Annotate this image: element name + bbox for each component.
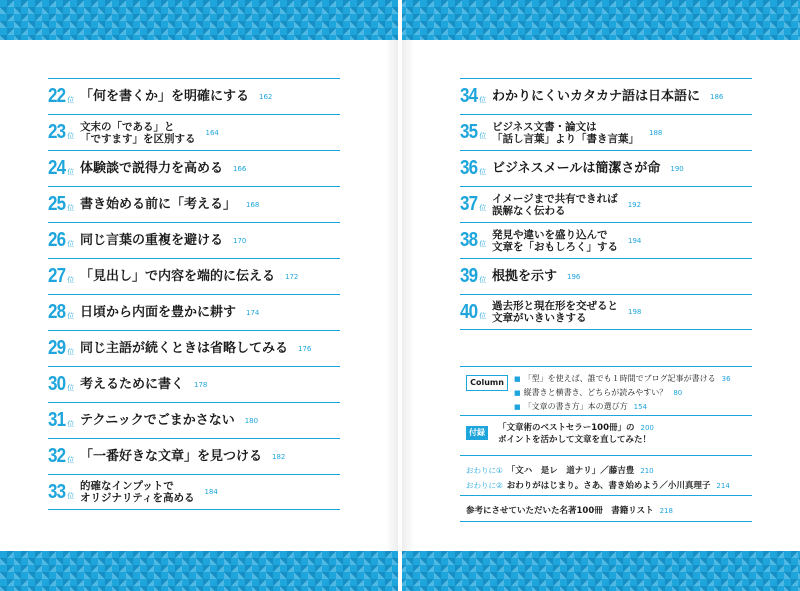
entry-title-line: テクニックでごまかさない [80, 413, 235, 428]
page-number: 196 [567, 272, 581, 281]
rank-number: 37 [460, 193, 478, 215]
rank-number: 31 [48, 409, 66, 431]
page-number: 188 [649, 128, 663, 137]
entry-title-line: 「一番好きな文章」を見つける [80, 449, 263, 464]
ending-title: 「文ハ 是レ 道ナリ」／藤吉豊 [506, 466, 635, 476]
rank-suffix: 位 [479, 132, 487, 140]
ending-title: おわりがはじまり。さあ、書き始めよう／小川真理子 [506, 481, 711, 491]
rank-label [460, 85, 490, 108]
column-item[interactable] [514, 387, 682, 398]
page-number: 192 [627, 200, 642, 209]
toc-entry[interactable] [48, 438, 340, 474]
rank-label [460, 121, 490, 144]
rank-label [460, 229, 490, 252]
rank-suffix: 位 [67, 240, 75, 248]
rank-suffix: 位 [67, 132, 75, 140]
entry-title [490, 121, 639, 145]
rank-label [48, 445, 78, 468]
rank-number: 27 [48, 265, 66, 287]
entry-title-line: 根拠を示す [492, 269, 558, 284]
page-number: 168 [246, 200, 260, 209]
left-ranking-list [48, 78, 340, 510]
toc-entry[interactable] [48, 222, 340, 258]
endings-section [460, 458, 752, 496]
page-number: 172 [285, 272, 299, 281]
rank-number: 38 [460, 229, 478, 251]
ending-label: おわりに② [466, 481, 503, 490]
entry-title-line: 文章がいきいきする [492, 312, 587, 324]
ending-item[interactable] [466, 479, 730, 491]
rank-label [48, 373, 78, 396]
appendix-badge: 付録 [466, 426, 488, 440]
rank-suffix: 位 [67, 96, 75, 104]
entry-title-line: ビジネス文書・論文は [492, 120, 597, 133]
toc-entry[interactable] [48, 402, 340, 438]
entry-title [78, 233, 223, 248]
page-number: 182 [272, 452, 286, 461]
page-number: 80 [673, 389, 683, 397]
column-item-text: 「文章の書き方」本の選び方 [523, 402, 628, 411]
square-bullet-icon: ■ [514, 389, 521, 397]
toc-entry[interactable] [460, 114, 752, 150]
entry-title-line: 日頃から内面を豊かに耕す [80, 305, 237, 320]
page-number: 36 [721, 375, 731, 383]
entry-title-line: 「ですます」を区別する [80, 132, 196, 145]
rank-label [460, 157, 490, 180]
references-title [466, 504, 673, 516]
rank-label [48, 121, 78, 144]
toc-entry[interactable] [460, 78, 752, 114]
entry-title [490, 161, 660, 176]
rank-label [460, 193, 490, 216]
page-number: 200 [640, 424, 654, 432]
rank-suffix: 位 [67, 456, 75, 464]
rank-number: 29 [48, 337, 66, 359]
page-number: 162 [259, 92, 273, 101]
entry-title [78, 89, 249, 104]
toc-entry[interactable] [48, 474, 340, 510]
page-number: 164 [205, 128, 219, 137]
rank-suffix: 位 [479, 204, 487, 212]
rank-label [460, 265, 490, 288]
rank-label [48, 193, 78, 216]
entry-title-line: 文末の「である」と [80, 120, 175, 133]
column-badge: Column [466, 375, 508, 391]
rank-suffix: 位 [67, 276, 75, 284]
rank-label [48, 301, 78, 324]
entry-title-line: オリジナリティを高める [80, 492, 195, 504]
column-item[interactable] [514, 373, 731, 384]
rank-label [48, 157, 78, 180]
references-section[interactable] [460, 498, 752, 522]
toc-entry[interactable] [460, 186, 752, 222]
rank-suffix: 位 [479, 240, 487, 248]
page-number: 154 [633, 403, 647, 411]
rank-label [48, 85, 78, 108]
rank-suffix: 位 [67, 204, 75, 212]
page-number: 166 [233, 164, 247, 173]
rank-number: 22 [48, 85, 66, 107]
rank-suffix: 位 [479, 276, 487, 284]
entry-title-line: 同じ言葉の重複を避ける [80, 233, 224, 248]
entry-title-line: 考えるために書く [80, 377, 185, 392]
appendix-title [498, 422, 654, 446]
rank-label [48, 409, 78, 432]
entry-title-line: 発見や違いを盛り込んで [492, 228, 608, 241]
page-number: 198 [628, 308, 642, 316]
rank-label [48, 481, 78, 504]
rank-number: 30 [48, 373, 66, 395]
toc-entry[interactable] [48, 186, 340, 222]
rank-number: 26 [48, 229, 66, 251]
toc-entry[interactable] [460, 258, 752, 294]
toc-entry[interactable] [48, 78, 340, 114]
references-text: 参考にさせていただいた名著100冊 書籍リスト [466, 506, 654, 516]
entry-title-line: ビジネスメールは簡潔さが命 [492, 161, 661, 176]
toc-entry[interactable] [48, 114, 340, 150]
square-bullet-icon: ■ [514, 403, 521, 411]
rank-suffix: 位 [479, 96, 487, 104]
page-number: 190 [670, 164, 684, 173]
entry-title [490, 300, 618, 324]
rank-number: 23 [48, 121, 66, 143]
ending-item[interactable] [466, 464, 654, 476]
rank-number: 35 [460, 121, 478, 143]
rank-suffix: 位 [67, 420, 75, 428]
page-number: 214 [716, 482, 730, 490]
toc-entry[interactable] [48, 330, 340, 366]
right-ranking-list [460, 78, 752, 330]
appendix-line-1: 「文章術のベストセラー100冊」の [498, 423, 635, 433]
entry-title-line: 的確なインプットで [80, 480, 174, 492]
rank-suffix: 位 [67, 168, 75, 176]
page-number: 170 [233, 236, 247, 245]
rank-number: 24 [48, 157, 66, 179]
page-number: 180 [244, 416, 259, 425]
column-section [460, 366, 752, 416]
rank-suffix: 位 [479, 311, 487, 320]
page-number: 194 [628, 236, 642, 245]
entry-title-line: わかりにくいカタカナ語は日本語に [492, 89, 701, 104]
toc-entry[interactable] [460, 222, 752, 258]
toc-entry[interactable] [48, 294, 340, 330]
ending-label: おわりに① [466, 466, 503, 475]
rank-label [460, 301, 490, 324]
rank-number: 28 [48, 301, 66, 323]
entry-title [78, 449, 262, 464]
page-number: 186 [710, 92, 724, 101]
rank-number: 39 [460, 265, 478, 287]
entry-title [490, 229, 618, 253]
entry-title [78, 341, 288, 356]
rank-label [48, 265, 78, 288]
rank-label [48, 337, 78, 360]
page-number: 184 [204, 488, 218, 496]
entry-title [490, 193, 618, 217]
entry-title [490, 89, 700, 104]
rank-number: 25 [48, 193, 66, 215]
rank-suffix: 位 [67, 491, 75, 500]
rank-number: 40 [460, 300, 478, 323]
entry-title [78, 269, 275, 284]
column-item[interactable] [514, 401, 647, 412]
entry-title [490, 269, 557, 284]
page-number: 176 [298, 344, 312, 353]
page-number: 218 [659, 507, 673, 515]
toc-entry[interactable] [48, 258, 340, 294]
entry-title-line: 過去形と現在形を交ぜると [492, 300, 618, 312]
rank-suffix: 位 [67, 312, 75, 320]
entry-title [78, 121, 196, 145]
entry-title-line: 誤解なく伝わる [492, 204, 566, 217]
right-page-shade [402, 40, 414, 551]
page-number: 178 [194, 380, 208, 389]
column-item-text: 縦書きと横書き、どちらが読みやすい？ [523, 388, 668, 397]
square-bullet-icon: ■ [514, 375, 521, 383]
entry-title-line: 「話し言葉」より「書き言葉」 [492, 132, 639, 145]
left-page-shade [386, 40, 398, 551]
entry-title [78, 480, 194, 504]
entry-title-line: イメージまで共有できれば [492, 192, 618, 205]
entry-title [78, 413, 235, 428]
entry-title-line: 書き始める前に「考える」 [80, 197, 237, 212]
toc-entry[interactable] [460, 294, 752, 330]
entry-title [78, 377, 184, 392]
rank-number: 33 [48, 480, 66, 503]
toc-entry[interactable] [48, 150, 340, 186]
entry-title-line: 「何を書くか」を明確にする [80, 89, 250, 104]
entry-title-line: 体験談で説得力を高める [80, 161, 224, 176]
rank-number: 34 [460, 85, 478, 107]
rank-suffix: 位 [67, 348, 75, 356]
appendix-section[interactable] [460, 418, 752, 456]
rank-suffix: 位 [67, 384, 75, 392]
entry-title [78, 161, 223, 176]
rank-number: 36 [460, 157, 478, 179]
rank-suffix: 位 [479, 168, 487, 176]
page-number: 174 [246, 308, 260, 317]
entry-title [78, 305, 236, 320]
entry-title-line: 「見出し」で内容を端的に伝える [80, 269, 276, 284]
entry-title-line: 同じ主語が続くときは省略してみる [80, 341, 289, 356]
toc-entry[interactable] [460, 150, 752, 186]
rank-label [48, 229, 78, 252]
entry-title [78, 197, 236, 212]
appendix-line-2: ポイントを活かして文章を直してみた！ [498, 435, 652, 445]
column-item-text: 「型」を使えば、誰でも１時間でブログ記事が書ける [523, 374, 716, 383]
toc-entry[interactable] [48, 366, 340, 402]
entry-title-line: 文章を「おもしろく」する [492, 240, 618, 253]
rank-number: 32 [48, 445, 66, 467]
page-number: 210 [640, 467, 654, 475]
